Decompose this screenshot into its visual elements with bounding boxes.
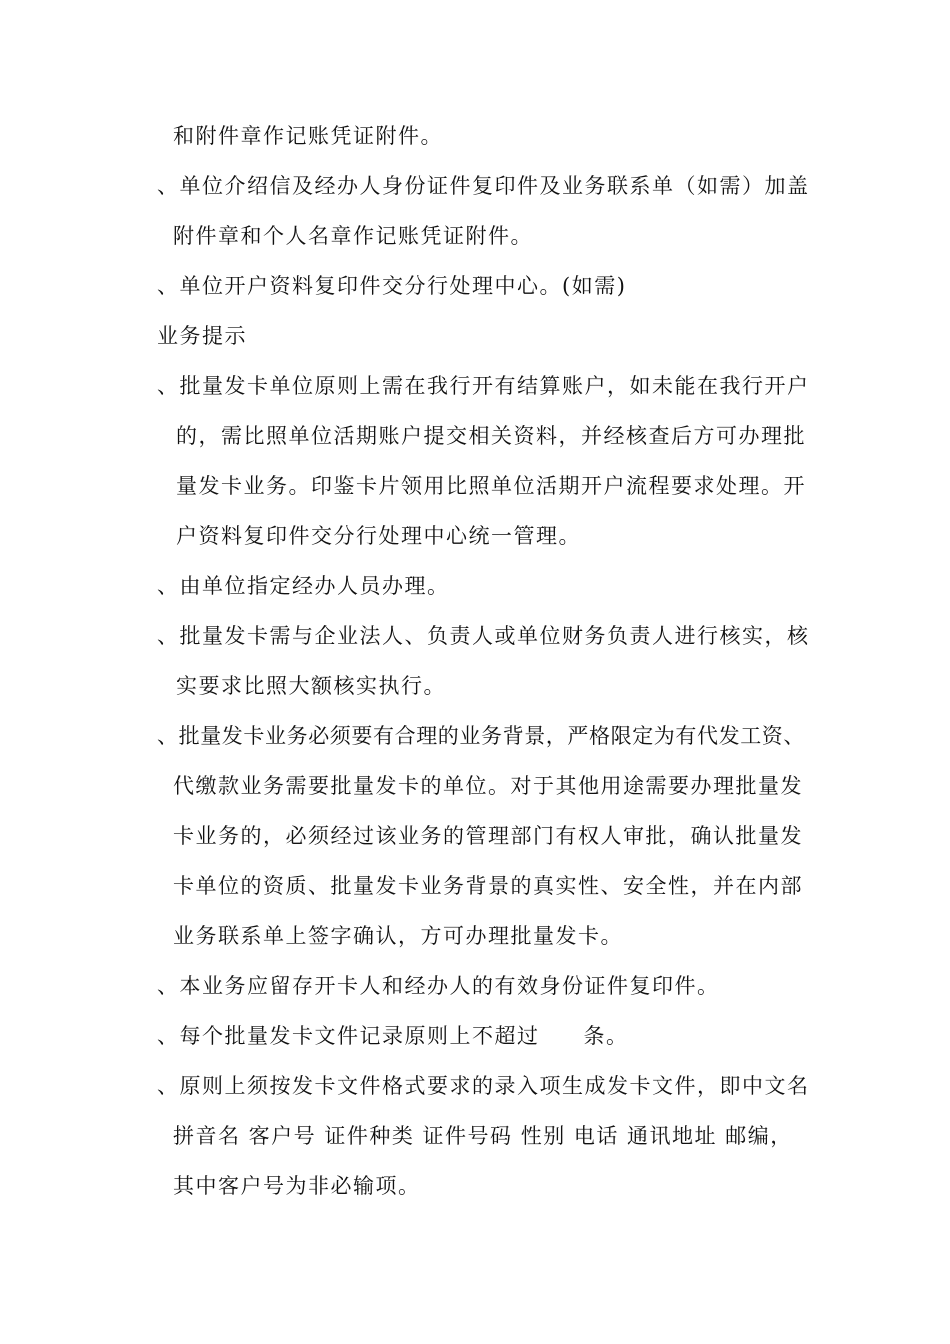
section-heading: 业务提示: [157, 324, 247, 348]
text-line-12: 实要求比照大额核实执行。: [176, 674, 446, 698]
text-line-20: 、原则上须按发卡文件格式要求的录入项生成发卡文件，即中文名: [157, 1074, 810, 1098]
text-line-11: 、批量发卡需与企业法人、负责人或单位财务负责人进行核实，核: [157, 624, 810, 648]
text-line-13: 、批量发卡业务必须要有合理的业务背景，严格限定为有代发工资、: [157, 724, 805, 748]
record-limit-after: 条。: [583, 1024, 629, 1048]
text-line-1: 和附件章作记账凭证附件。: [173, 124, 443, 148]
text-line-9: 户资料复印件交分行处理中心统一管理。: [176, 524, 581, 548]
text-line-3: 附件章和个人名章作记账凭证附件。: [173, 224, 533, 248]
text-line-6: 、批量发卡单位原则上需在我行开有结算账户，如未能在我行开户: [157, 374, 810, 398]
text-line-10: 、由单位指定经办人员办理。: [157, 574, 450, 598]
text-line-22: 其中客户号为非必输项。: [173, 1174, 421, 1198]
text-line-16: 卡单位的资质、批量发卡业务背景的真实性、安全性，并在内部: [173, 874, 803, 898]
record-limit-line: [157, 1021, 629, 1051]
text-line-17: 业务联系单上签字确认，方可办理批量发卡。: [173, 924, 623, 948]
text-line-18: 、本业务应留存开卡人和经办人的有效身份证件复印件。: [157, 974, 720, 998]
text-line-7: 的，需比照单位活期账户提交相关资料，并经核查后方可办理批: [176, 424, 806, 448]
text-line-8: 量发卡业务。印鉴卡片领用比照单位活期开户流程要求处理。开: [176, 474, 806, 498]
text-line-21: 拼音名 客户号 证件种类 证件号码 性别 电话 通讯地址 邮编，: [173, 1124, 793, 1148]
text-line-4: 、单位开户资料复印件交分行处理中心。(如需): [157, 274, 627, 298]
text-line-14: 代缴款业务需要批量发卡的单位。对于其他用途需要办理批量发: [173, 774, 803, 798]
record-limit-before: 、每个批量发卡文件记录原则上不超过: [157, 1024, 540, 1048]
text-line-2: 、单位介绍信及经办人身份证件复印件及业务联系单（如需）加盖: [157, 174, 810, 198]
text-line-15: 卡业务的，必须经过该业务的管理部门有权人审批，确认批量发: [173, 824, 803, 848]
